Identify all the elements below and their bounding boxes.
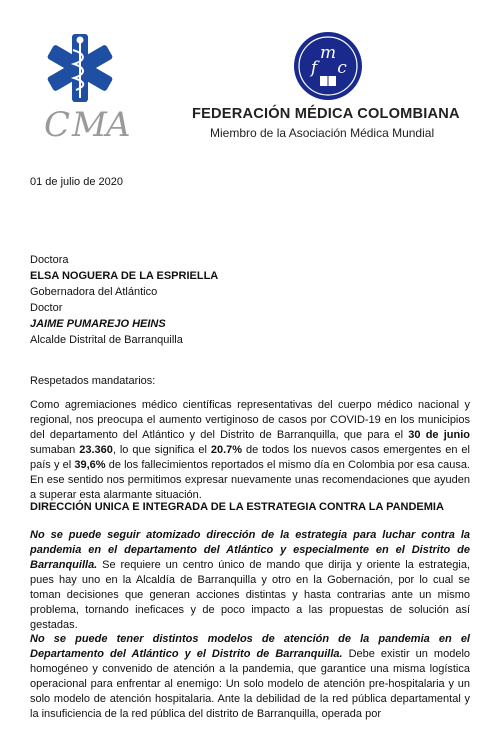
paragraph-direction: No se puede seguir atomizado dirección de la estrategia para luchar contra la pandemia en el departamento del Atlántico y especialmente en el Distrito de Barranquilla. Se requiere un centro único de mando que dirija y oriente la estrategia, pues hay uno en la Alcaldía de Barranquilla y otro en la Gobernación, por lo cual se toman decisiones que generan acciones distintas y hasta contrarias ante un mismo problema, tornando ineficaces y de poco impacto a las propuestas de solución así gestadas. (30, 529, 470, 631)
recipient-name: ELSA NOGUERA DE LA ESPRIELLA (30, 270, 219, 282)
recipient-role: Doctor (30, 302, 63, 314)
recipient-title: Gobernadora del Atlántico (30, 286, 158, 298)
federation-subtitle: Miembro de la Asociación Médica Mundial (210, 126, 435, 140)
svg-text:f: f (310, 58, 318, 78)
recipient-title: Alcalde Distrital de Barranquilla (30, 334, 183, 346)
fmc-logo (292, 30, 364, 102)
greeting: Respetados mandatarios: (30, 375, 156, 387)
recipient-block (30, 252, 470, 348)
letter-date: 01 de julio de 2020 (30, 176, 123, 188)
svg-text:M: M (72, 105, 107, 145)
federation-name: FEDERACIÓN MÉDICA COLOMBIANA (192, 106, 460, 122)
svg-text:m: m (319, 43, 337, 63)
svg-text:c: c (337, 58, 347, 78)
cma-logo (30, 28, 130, 148)
paragraph-intro: Como agremiaciones médico científicas representativas del cuerpo médico nacional y regional, nos preocupa el aumento vertiginoso de casos por COVID-19 en los municipios del departamento del Atlántico y del Distrito de Barranquilla, que para el 30 de junio sumaban 23.360, lo que significa el 20.7% de todos los nuevos casos emergentes en el país y el 39,6% de los fallecimientos reportados el mismo día en Colombia por esa causa. En ese sentido nos permitimos expresar nuevamente unas recomendaciones que ayuden a superar esta alarmante situación. (30, 399, 470, 501)
section-heading: DIRECCIÓN UNICA E INTEGRADA DE LA ESTRATEGIA CONTRA LA PANDEMIA (30, 501, 444, 513)
svg-text:A: A (106, 105, 130, 145)
recipient-role: Doctora (30, 254, 69, 266)
recipient-name: JAIME PUMAREJO HEINS (30, 318, 166, 330)
paragraph-models: No se puede tener distintos modelos de atención de la pandemia en el Departamento del Atlántico y el Distrito de Barranquilla. Debe existir un modelo homogéneo y convenido de atención a la pandemia, que garantice una misma logística operacional para enfrentar al enemigo: Un solo modelo de atención pre-hospitalaria y un solo modelo de atención hospitalaria. Ante la debilidad de la red pública departamental y la insuficiencia de la red pública del distrito de Barranquilla, operada por (30, 633, 471, 720)
cma-logo-text: C (44, 105, 71, 145)
